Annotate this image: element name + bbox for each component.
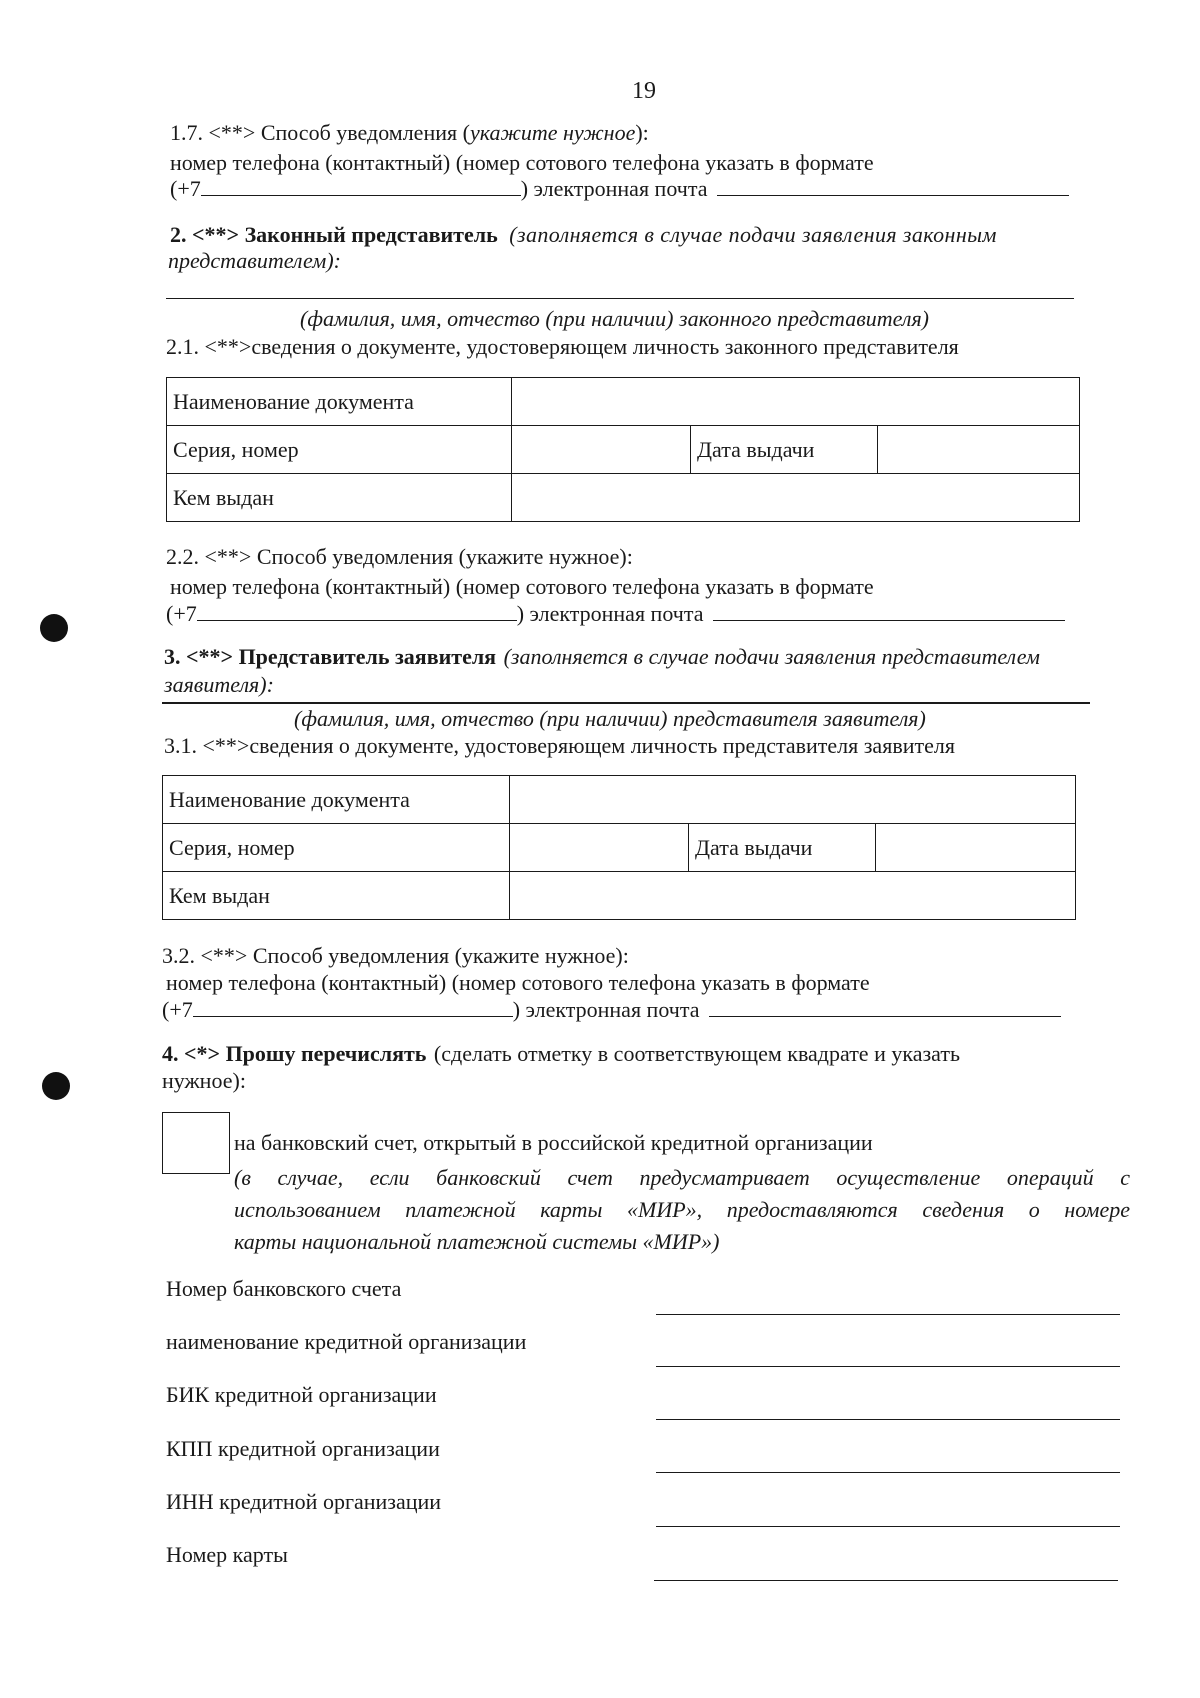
issued-by-field[interactable]	[512, 474, 1080, 522]
s3-2-phone-line: номер телефона (контактный) (номер сотового телефона указать в формате	[166, 970, 870, 995]
s3-document-table	[162, 775, 1076, 920]
s2-2-title: 2.2. <**> Способ уведомления (укажите нужное):	[166, 544, 633, 569]
series-label: Серия, номер	[167, 426, 512, 474]
s2-fio-line[interactable]	[166, 298, 1074, 299]
issue-date-field[interactable]	[876, 824, 1076, 872]
field-bik-label: БИК кредитной организации	[166, 1382, 437, 1407]
field-kpp-label: КПП кредитной организации	[166, 1436, 440, 1461]
s3-2-email-field[interactable]	[709, 998, 1061, 1017]
issue-date-label: Дата выдачи	[689, 824, 876, 872]
s2-2-phone-field[interactable]	[197, 602, 517, 621]
field-account-number-label: Номер банковского счета	[166, 1276, 402, 1301]
s2-2-email-field[interactable]	[713, 602, 1065, 621]
s1-7-title: 1.7. <**> Способ уведомления (укажите нужное):	[170, 120, 649, 145]
series-label: Серия, номер	[163, 824, 510, 872]
issued-by-label: Кем выдан	[167, 474, 512, 522]
s4-option-label: на банковский счет, открытый в российской кредитной организации	[234, 1130, 873, 1155]
page-number: 19	[632, 78, 656, 104]
table-row	[167, 426, 1080, 474]
s2-2-contact-row: (+7 ) электронная почта	[166, 601, 1065, 627]
s3-2-contact-row: (+7 ) электронная почта	[162, 997, 1061, 1023]
s2-fio-caption: (фамилия, имя, отчество (при наличии) законного представителя)	[300, 306, 930, 331]
issue-date-field[interactable]	[878, 426, 1080, 474]
s1-7-phone-field[interactable]	[201, 177, 521, 196]
s3-heading-cont: заявителя):	[164, 672, 274, 697]
doc-name-field[interactable]	[512, 378, 1080, 426]
s1-7-email-field[interactable]	[717, 177, 1069, 196]
field-bik-line[interactable]	[656, 1419, 1120, 1420]
s2-doc-line: 2.1. <**>сведения о документе, удостоверяющем личность законного представителя	[166, 334, 959, 359]
s3-2-phone-field[interactable]	[193, 998, 513, 1017]
issued-by-label: Кем выдан	[163, 872, 510, 920]
field-bank-name-label: наименование кредитной организации	[166, 1329, 527, 1354]
field-account-number-line[interactable]	[656, 1314, 1120, 1315]
s2-heading-cont: представителем):	[168, 248, 341, 273]
s3-doc-line: 3.1. <**>сведения о документе, удостоверяющем личность представителя заявителя	[164, 733, 955, 758]
issue-date-label: Дата выдачи	[691, 426, 878, 474]
field-bank-name-line[interactable]	[656, 1366, 1120, 1367]
table-row	[167, 378, 1080, 426]
s1-7-contact-row: (+7 ) электронная почта	[170, 176, 1069, 202]
s4-heading: 4. <*> Прошу перечислять (сделать отметку в соответствующем квадрате и указать	[162, 1041, 960, 1066]
field-card-number-label: Номер карты	[166, 1542, 288, 1567]
s3-fio-caption: (фамилия, имя, отчество (при наличии) представителя заявителя)	[294, 706, 926, 731]
field-card-number-line[interactable]	[654, 1580, 1118, 1581]
s3-2-title: 3.2. <**> Способ уведомления (укажите нужное):	[162, 943, 629, 968]
s4-option-note: (в случае, если банковский счет предусматривает осуществление операций с использованием платежной карты «МИР», предоставляются сведения о номере карты национальной платежной системы «МИР»)	[234, 1165, 1130, 1254]
doc-name-field[interactable]	[510, 776, 1076, 824]
punch-hole-mark	[42, 1072, 70, 1100]
s3-fio-line[interactable]	[162, 702, 1090, 704]
series-field[interactable]	[512, 426, 691, 474]
table-row	[163, 824, 1076, 872]
punch-hole-mark	[40, 614, 68, 642]
s2-2-phone-line: номер телефона (контактный) (номер сотового телефона указать в формате	[170, 574, 874, 599]
doc-name-label: Наименование документа	[163, 776, 510, 824]
s1-7-phone-line: номер телефона (контактный) (номер сотового телефона указать в формате	[170, 150, 874, 175]
table-row	[167, 474, 1080, 522]
field-kpp-line[interactable]	[656, 1472, 1120, 1473]
table-row	[163, 872, 1076, 920]
s2-heading: 2. <**> Законный представитель (заполняется в случае подачи заявления законным	[170, 222, 997, 247]
issued-by-field[interactable]	[510, 872, 1076, 920]
bank-account-checkbox[interactable]	[162, 1112, 230, 1174]
table-row	[163, 776, 1076, 824]
field-inn-line[interactable]	[656, 1526, 1120, 1527]
s3-heading: 3. <**> Представитель заявителя (заполняется в случае подачи заявления представителем	[164, 644, 1040, 669]
s4-heading-cont: нужное):	[162, 1068, 246, 1093]
s2-document-table	[166, 377, 1080, 522]
field-inn-label: ИНН кредитной организации	[166, 1489, 442, 1514]
doc-name-label: Наименование документа	[167, 378, 512, 426]
series-field[interactable]	[510, 824, 689, 872]
